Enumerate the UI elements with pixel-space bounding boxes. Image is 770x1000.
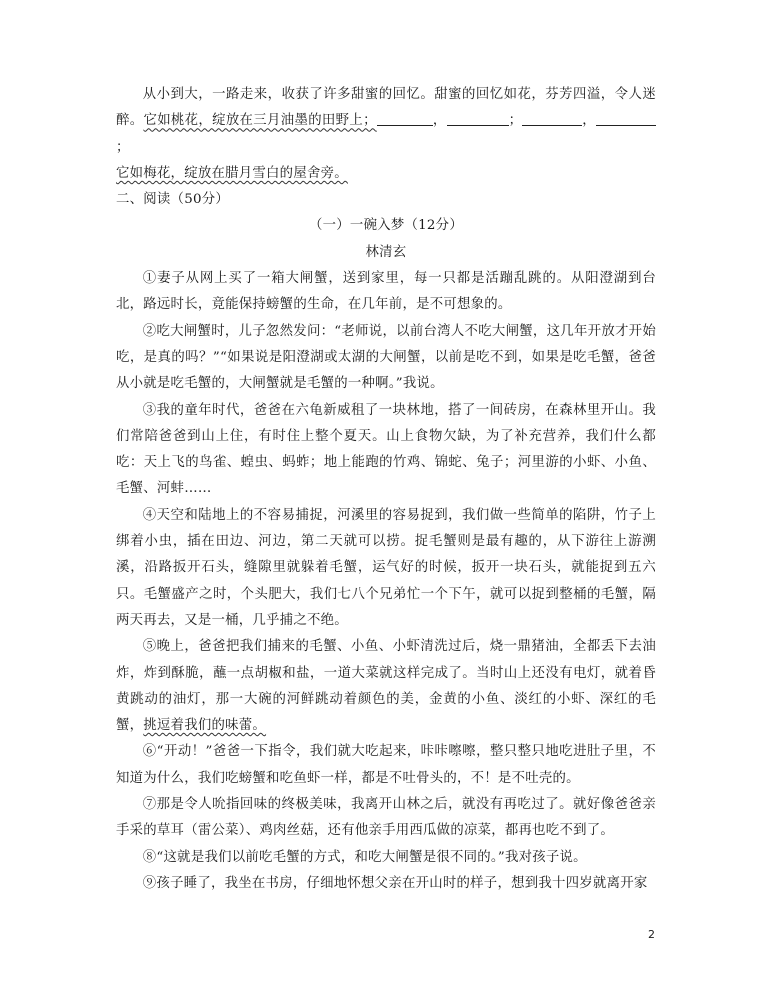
- separator: ；: [116, 139, 130, 155]
- example-sentence-2: 它如梅花，绽放在腊月雪白的屋舍旁。: [116, 165, 348, 181]
- article-paragraph-7: ⑦那是令人吮指回味的终极美味，我离开山林之后，就没有再吃过了。就好像爸爸亲手采的草耳（雷公菜）、鸡肉丝菇，还有他亲手用西瓜做的凉菜，都再也吃不到了。: [116, 797, 656, 839]
- answer-blank-1[interactable]: [377, 111, 433, 126]
- article-paragraph-5: [116, 634, 656, 739]
- example-sentence-1: 它如桃花，绽放在三月油墨的田野上；: [143, 113, 377, 129]
- article-paragraph-8: ⑧“这就是我们以前吃毛蟹的方式，和吃大闸蟹是很不同的。”我对孩子说。: [142, 849, 587, 865]
- page-number: 2: [648, 928, 655, 941]
- paragraph-5-text: ⑤晚上，爸爸把我们捕来的毛蟹、小鱼、小虾清洗过后，烧一鼎猪油，全都丢下去油炸，炸到酥脆，蘸一点胡椒和盐，一道大菜就这样完成了。当时山上还没有电灯，就着昏黄跳动的油灯，那一大碗的河鲜跳动着颜色的美，金黄的小鱼、淡红的小虾、深红的毛蟹，: [116, 639, 656, 734]
- article-paragraph-9: ⑨孩子睡了，我坐在书房，仔细地怀想父亲在开山时的样子，想到我十四岁就离开家: [142, 875, 648, 891]
- answer-blank-4[interactable]: [596, 111, 656, 126]
- intro-text: 从小到大，一路走来，收获了许多甜蜜的回忆。甜蜜的回忆如花，芬芳四溢，令人迷醉。: [116, 87, 656, 129]
- article-author: 林清玄: [365, 244, 407, 260]
- section-heading: 二、阅读（50分）: [116, 192, 230, 208]
- article-paragraph-3: ③我的童年时代，爸爸在六龟新威租了一块林地，搭了一间砖房，在森林里开山。我们常陪爸爸到山上住，有时住上整个夏天。山上食物欠缺，为了补充营养，我们什么都吃：天上飞的鸟雀、蝗虫、蚂蚱；地上能跑的竹鸡、锦蛇、兔子；河里游的小虾、小鱼、毛蟹、河蚌……: [116, 402, 656, 497]
- answer-blank-2[interactable]: [447, 111, 509, 126]
- article-paragraph-6: ⑥“开动！”爸爸一下指令，我们就大吃起来，咔咔嚓嚓，整只整只地吃进肚子里，不知道为什么，我们吃螃蟹和吃鱼虾一样，都是不吐骨头的，不！是不吐壳的。: [116, 744, 656, 786]
- separator: ；: [508, 113, 523, 129]
- separator: ，: [432, 113, 447, 129]
- paragraph-5-underlined: 挑逗着我们的味蕾。: [143, 718, 267, 734]
- article-paragraph-4: ④天空和陆地上的不容易捕捉，河溪里的容易捉到，我们做一些简单的陷阱，竹子上绑着小虫，插在田边、河边，第二天就可以捞。捉毛蟹则是最有趣的，从下游往上游溯溪，沿路扳开石头，缝隙里就躲着毛蟹，运气好的时候，扳开一块石头，就能捉到五六只。毛蟹盛产之时，个头肥大，我们七八个兄弟忙一个下午，就可以捉到整桶的毛蟹，隔两天再去，又是一桶，几乎捕之不绝。: [116, 507, 656, 628]
- article-paragraph-1: ①妻子从网上买了一箱大闸蟹，送到家里，每一只都是活蹦乱跳的。从阳澄湖到台北，路远时长，竟能保持螃蟹的生命，在几年前，是不可想象的。: [116, 271, 656, 313]
- separator: ，: [582, 113, 597, 129]
- intro-paragraph: [116, 82, 656, 187]
- article-paragraph-2: ②吃大闸蟹时，儿子忽然发问：“老师说，以前台湾人不吃大闸蟹，这几年开放才开始吃，是真的吗？”“如果说是阳澄湖或太湖的大闸蟹，以前是吃不到，如果是吃毛蟹，爸爸从小就是吃毛蟹的，大闸蟹就是毛蟹的一种啊。”我说。: [116, 323, 656, 392]
- article-title: （一）一碗入梦（12分）: [309, 218, 463, 234]
- page-content: [116, 82, 656, 897]
- answer-blank-3[interactable]: [522, 111, 582, 126]
